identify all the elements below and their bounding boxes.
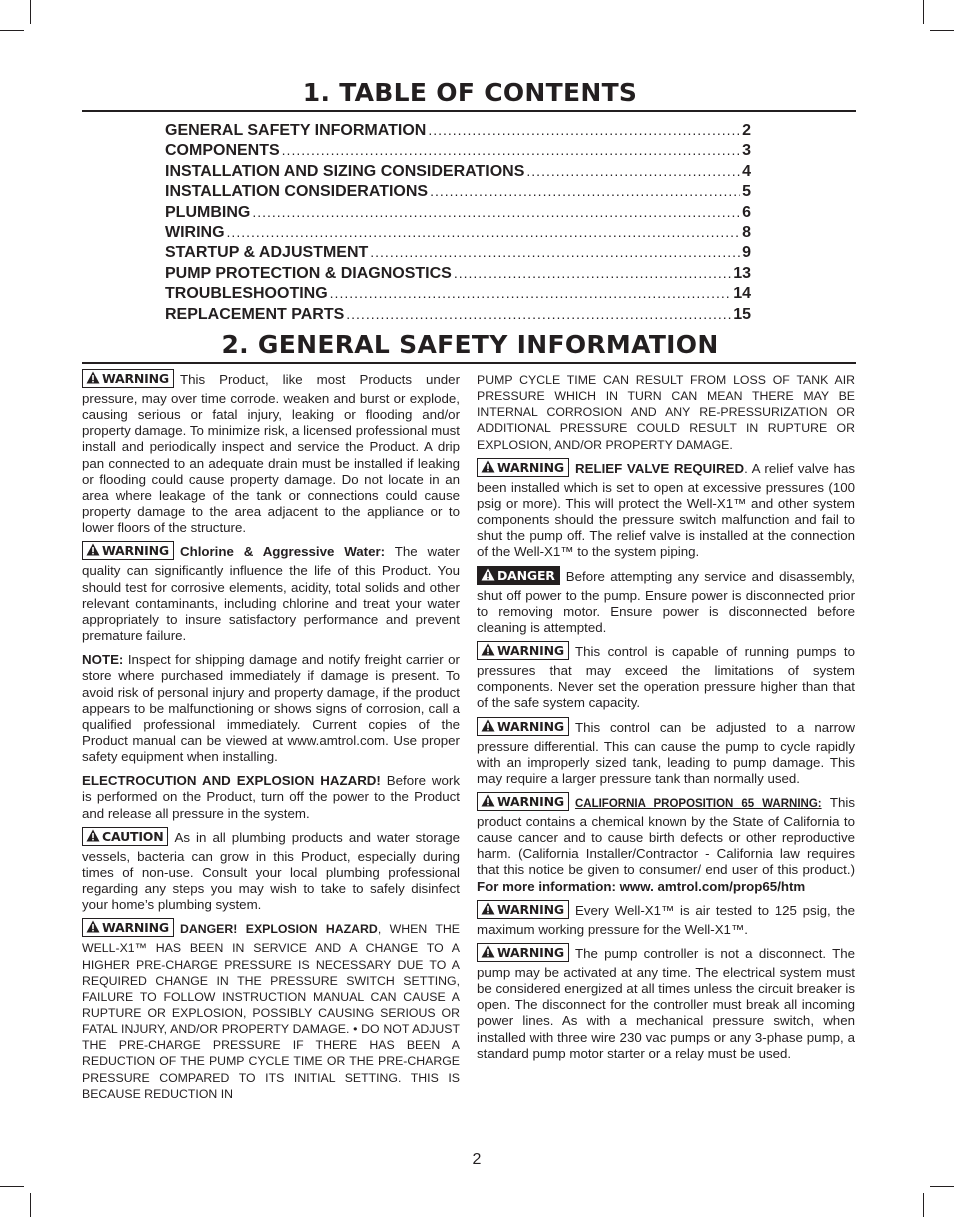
warning-badge: WARNING [82, 918, 174, 937]
crop-mark [930, 1186, 954, 1187]
paragraph: WARNING CALIFORNIA PROPOSITION 65 WARNING: This product contains a chemical known by the State of California to cause cancer and to cause birth defects or other reproductive harm. (California Installer/Contractor - California law requires that this notice be given to consumer/ end user of this product.) For more information: www. amtrol.com/prop65/htm [477, 793, 855, 894]
paragraph: WARNING The pump controller is not a disconnect. The pump may be activated at any time. The electrical system must be considered energized at all times unless the circuit breaker is open. The disconnect for the controller must break all incoming power lines. As with a mechanical pressure switch, when installed with three wire 230 vac pumps or any 3-phase pump, a standard pump motor starter or a relay must be used. [477, 944, 855, 1061]
warning-triangle-icon [481, 643, 495, 656]
toc-entry[interactable] [165, 224, 751, 244]
warning-triangle-icon [86, 371, 100, 384]
toc-entry[interactable] [165, 244, 751, 264]
caution-badge: CAUTION [82, 827, 168, 846]
paragraph: NOTE: Inspect for shipping damage and notify freight carrier or store where purchased immediately if damage is present. To avoid risk of personal injury and property damage, if the product appears to be malfunctioning or shows signs of corrosion, call a qualified professional immediately. Current copies of the Product manual can be viewed at www.amtrol.com. Use proper safety equipment when installing. [82, 652, 460, 765]
warning-triangle-icon [481, 794, 495, 807]
paragraph: WARNING DANGER! EXPLOSION HAZARD, WHEN THE WELL-X1™ HAS BEEN IN SERVICE AND A CHANGE TO A HIGHER PRE-CHARGE PRESSURE IS NECESSARY DUE TO A REQUIRED CHANGE IN THE PRESSURE SWITCH SETTING, FAILURE TO FOLLOW INSTRUCTION MANUAL CAN CAUSE A RUPTURE OR EXPLOSION, POSSIBLY CAUSING SERIOUS OR FATAL INJURY, AND/OR PROPERTY DAMAGE. • DO NOT ADJUST THE PRE-CHARGE PRESSURE IF THERE HAS BEEN A REDUCTION OF THE PUMP CYCLE TIME OR THE PRE-CHARGE PRESSURE COMPARED TO ITS INITIAL SETTING. THIS IS BECAUSE REDUCTION IN [82, 920, 460, 1101]
toc-entry-page: 5 [742, 183, 751, 201]
toc-entry[interactable] [165, 183, 751, 203]
toc-entry-title: PUMP PROTECTION & DIAGNOSTICS [165, 264, 452, 282]
warning-badge: WARNING [477, 641, 569, 660]
toc-leader [370, 244, 740, 260]
toc-entry[interactable] [165, 306, 751, 326]
warning-triangle-icon [481, 460, 495, 473]
toc-entry[interactable] [165, 265, 751, 285]
toc-leader [526, 163, 740, 179]
toc-entry-page: 13 [733, 264, 751, 282]
toc-entry-title: STARTUP & ADJUSTMENT [165, 244, 369, 262]
toc-entry[interactable] [165, 204, 751, 224]
toc-entry-page: 3 [742, 142, 751, 160]
toc-entry-page: 14 [733, 285, 751, 303]
crop-mark [30, 1193, 31, 1217]
crop-mark [30, 0, 31, 24]
warning-badge: WARNING [82, 541, 174, 560]
warning-badge: WARNING [477, 792, 569, 811]
right-column [477, 372, 855, 1070]
toc-leader [428, 122, 740, 138]
paragraph: WARNING Every Well-X1™ is air tested to 125 psig, the maximum working pressure for the Well-X1™. [477, 901, 855, 937]
safety-rule [82, 362, 856, 364]
toc-leader [227, 224, 741, 240]
toc-entry-title: INSTALLATION AND SIZING CONSIDERATIONS [165, 162, 525, 180]
danger-badge: DANGER [477, 566, 560, 585]
toc-entry-page: 15 [733, 305, 751, 323]
paragraph: DANGER Before attempting any service and disassembly, shut off power to the pump. Ensure power is disconnected prior to removing motor. Ensure power is disconnected before cleaning is attempted. [477, 567, 855, 635]
safety-heading: 2. GENERAL SAFETY INFORMATION [221, 330, 719, 359]
warning-triangle-icon [481, 902, 495, 915]
toc-entry-title: COMPONENTS [165, 142, 280, 160]
warning-badge: WARNING [477, 900, 569, 919]
toc-entry-page: 9 [742, 244, 751, 262]
toc-entry-title: GENERAL SAFETY INFORMATION [165, 122, 427, 139]
warning-badge: WARNING [82, 369, 174, 388]
paragraph: WARNING This control is capable of running pumps to pressures that may exceed the limitations of system components. Never set the operation pressure higher than that of the safe system capacity. [477, 643, 855, 711]
toc-heading: 1. TABLE OF CONTENTS [302, 78, 638, 107]
toc-entry-title: TROUBLESHOOTING [165, 285, 328, 303]
page-number: 2 [472, 1151, 482, 1168]
crop-mark [923, 1193, 924, 1217]
toc-entry[interactable] [165, 163, 751, 183]
paragraph: WARNING Chlorine & Aggressive Water: The water quality can significantly influence the life of this Product. You should test for corrosive elements, acidity, total solids and other relevant contaminants, including chlorine and treat your water appropriately to insure satisfactory performance and prevent premature failure. [82, 543, 460, 644]
warning-triangle-icon [481, 945, 495, 958]
toc-leader [252, 204, 740, 220]
crop-mark [930, 30, 954, 31]
toc-leader [330, 285, 732, 301]
paragraph: WARNING This Product, like most Products under pressure, may over time corrode. weaken and burst or explode, causing serious or fatal injury, leaking or flooding and/or property damage. To minimize risk, a licensed professional must install and periodically inspect and service the Product. A drip pan connected to an adequate drain must be installed if leaking or flooding could cause property damage. Do not locate in an area where leakage of the tank or connections could cause property damage to the area adjacent to the appliance or to lower floors of the structure. [82, 371, 460, 536]
paragraph: CAUTION As in all plumbing products and water storage vessels, bacteria can grow in this Product, especially during times of non-use. Consult your local plumbing professional regarding any steps you may wish to take to safely disinfect your home’s plumbing system. [82, 828, 460, 913]
warning-triangle-icon [86, 920, 100, 933]
crop-mark [0, 30, 24, 31]
table-of-contents [165, 122, 751, 326]
toc-entry-title: PLUMBING [165, 203, 251, 221]
toc-entry[interactable] [165, 142, 751, 162]
paragraph: WARNING RELIEF VALVE REQUIRED. A relief valve has been installed which is set to open at excessive pressures (100 psig or more). This will protect the Well-X1™ and other system components should the pressure switch malfunction and fail to shut the pump off. The relief valve is installed at the connection of the Well-X1™ to the system piping. [477, 459, 855, 560]
crop-mark [0, 1186, 24, 1187]
warning-badge: WARNING [477, 717, 569, 736]
toc-entry-page: 6 [742, 203, 751, 221]
warning-badge: WARNING [477, 458, 569, 477]
left-column [82, 372, 460, 1110]
toc-leader [454, 265, 731, 281]
toc-entry-page: 8 [742, 223, 751, 241]
toc-leader [430, 183, 740, 199]
paragraph: PUMP CYCLE TIME CAN RESULT FROM LOSS OF TANK AIR PRESSURE WHICH IN TURN CAN MEAN THERE MAY BE INTERNAL CORROSION AND ANY RE-PRESSURIZATION OR ADDITIONAL PRESSURE COULD RESULT IN RUPTURE OR EXPLOSION, AND/OR PROPERTY DAMAGE. [477, 373, 855, 452]
paragraph: ELECTROCUTION AND EXPLOSION HAZARD! Before work is performed on the Product, turn off the power to the Product and release all pressure in the system. [82, 773, 460, 821]
warning-triangle-icon [481, 719, 495, 732]
toc-entry-page: 2 [742, 122, 751, 139]
toc-entry[interactable] [165, 285, 751, 305]
paragraph: WARNING This control can be adjusted to a narrow pressure differential. This can cause the pump to cycle rapidly with an improperly sized tank, leading to pump damage. This may require a larger pressure tank than normally used. [477, 718, 855, 786]
crop-mark [923, 0, 924, 24]
toc-leader [282, 142, 740, 158]
toc-entry-title: REPLACEMENT PARTS [165, 305, 345, 323]
toc-entry-page: 4 [742, 162, 751, 180]
toc-leader [346, 306, 731, 322]
toc-entry-title: WIRING [165, 223, 225, 241]
warning-triangle-icon [86, 829, 100, 842]
toc-entry-title: INSTALLATION CONSIDERATIONS [165, 183, 429, 201]
toc-rule [82, 110, 856, 112]
warning-badge: WARNING [477, 943, 569, 962]
toc-entry[interactable] [165, 122, 751, 142]
warning-triangle-icon [481, 568, 495, 581]
warning-triangle-icon [86, 543, 100, 556]
